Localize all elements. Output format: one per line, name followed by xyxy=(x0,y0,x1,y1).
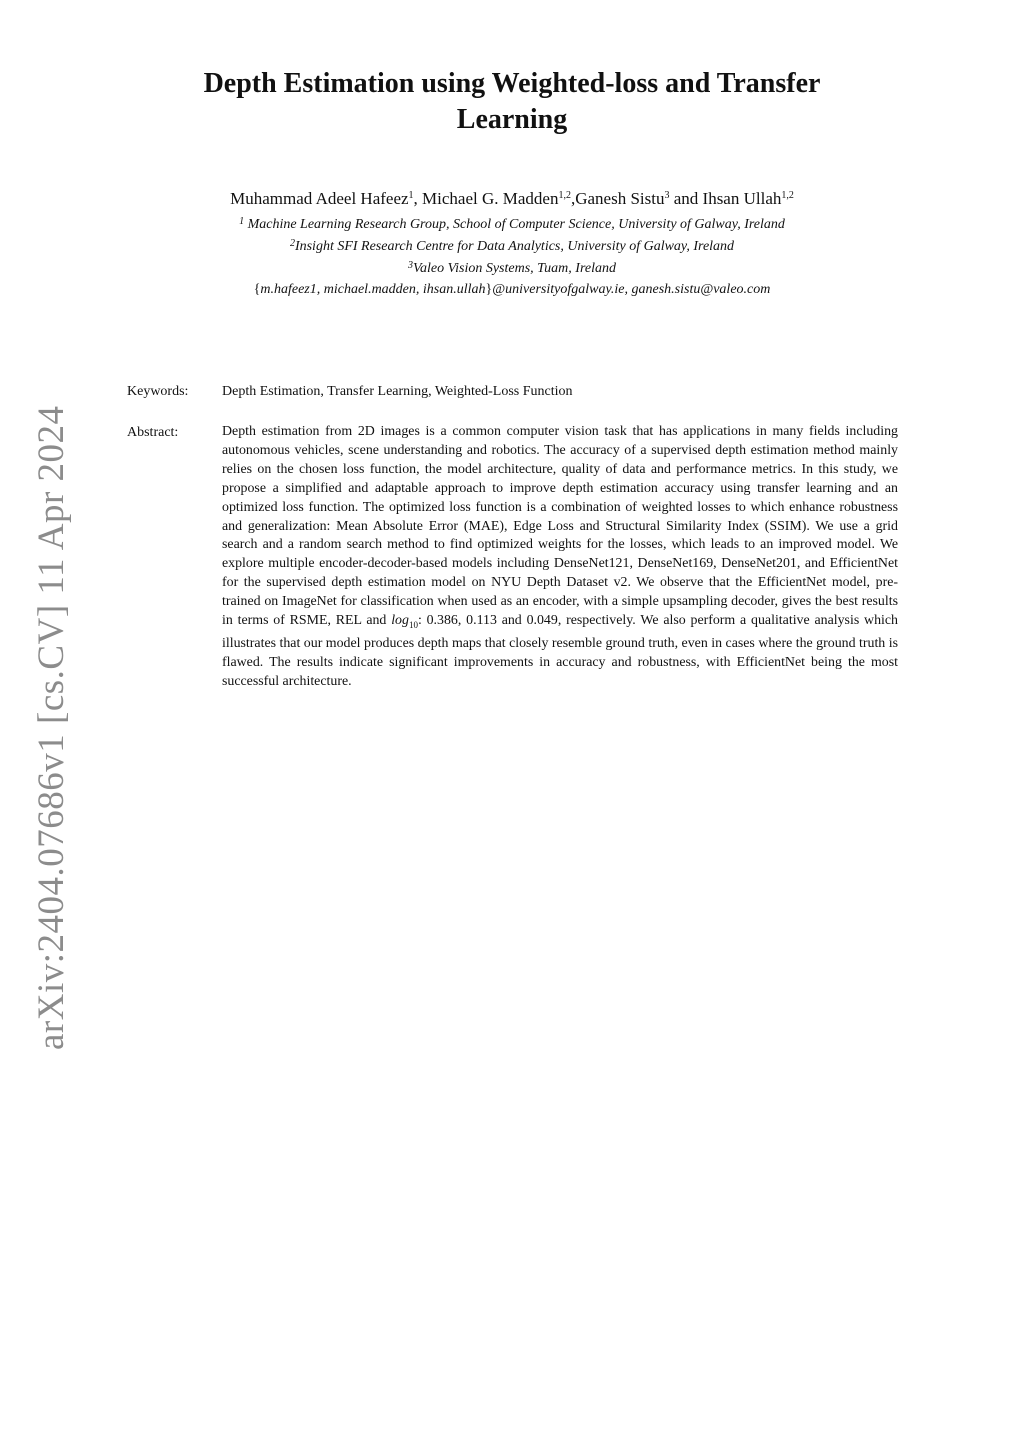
email-usernames: m.hafeez1, michael.madden, ihsan.ullah xyxy=(260,282,486,297)
affiliation-text: Insight SFI Research Centre for Data Analytics, University of Galway, Ireland xyxy=(294,239,735,254)
author-name: and Ihsan Ullah xyxy=(669,189,782,208)
abstract-body-part-2: : 0.386, 0.113 and 0.049, respectively. We also perform a qualitative analysis which illustrates that our model produces depth maps that closely resemble ground truth, even in cases where the ground truth is flawed. The results indicate significant improvements in accuracy and robustness, with EfficientNet being the most successful architecture. xyxy=(222,613,898,689)
affiliation-3 xyxy=(100,259,924,279)
abstract-body-part-1: Depth estimation from 2D images is a common computer vision task that has applications in many fields including autonomous vehicles, scene understanding and robotics. The accuracy of a supervised depth estimation method mainly relies on the chosen loss function, the model architecture, quality of data and performance metrics. In this study, we propose a simplified and adaptable approach to improve depth estimation accuracy using transfer learning and an optimized loss function. The optimized loss function is a combination of weighted losses to which enhance robustness and generalization: Mean Absolute Error (MAE), Edge Loss and Structural Similarity Index (SSIM). We use a grid search and a random search method to find optimized weights for the losses, which leads to an improved model. We explore multiple encoder-decoder-based models including DenseNet121, DenseNet169, DenseNet201, and EfficientNet for the supervised depth estimation model on NYU Depth Dataset v2. We observe that the EfficientNet model, pre-trained on ImageNet for classification when used as an encoder, with a simple upsampling decoder, gives the best results in terms of RSME, REL and xyxy=(222,424,898,629)
log-subscript: 10 xyxy=(408,619,418,630)
author-name: ,Ganesh Sistu xyxy=(570,189,665,208)
email-brace-close: } xyxy=(485,282,493,297)
author-affiliation-mark: 1,2 xyxy=(558,190,571,201)
affiliation-1 xyxy=(100,215,924,235)
affiliation-number: 1 xyxy=(239,216,245,227)
arxiv-identifier-stamp: arXiv:2404.07686v1 [cs.CV] 11 Apr 2024 xyxy=(31,405,72,1050)
author-affiliation-mark: 1,2 xyxy=(781,190,794,201)
author-name: , Michael G. Madden xyxy=(413,189,559,208)
author-name: Muhammad Adeel Hafeez xyxy=(230,189,409,208)
author-affiliation-mark: 3 xyxy=(664,190,670,201)
author-emails xyxy=(100,280,924,300)
affiliation-number: 2 xyxy=(289,238,295,249)
affiliation-number: 3 xyxy=(408,260,413,271)
email-brace-open: { xyxy=(253,282,261,297)
affiliation-text: Valeo Vision Systems, Tuam, Ireland xyxy=(413,261,616,276)
affiliation-2 xyxy=(100,237,924,257)
keywords-label: Keywords: xyxy=(127,384,189,399)
keywords-text: Depth Estimation, Transfer Learning, Weighted-Loss Function xyxy=(222,384,573,399)
author-list xyxy=(100,188,924,210)
abstract-text xyxy=(222,423,898,691)
log-base: log xyxy=(391,613,409,629)
author-affiliation-mark: 1 xyxy=(408,190,414,201)
abstract-label: Abstract: xyxy=(127,425,179,440)
log10-symbol xyxy=(391,613,418,628)
email-domains: @universityofgalway.ie, ganesh.sistu@valeo.com xyxy=(492,282,771,297)
paper-title: Depth Estimation using Weighted-loss and Transfer Learning xyxy=(203,68,821,135)
affiliation-text: Machine Learning Research Group, School of Computer Science, University of Galway, Ireland xyxy=(247,217,785,232)
